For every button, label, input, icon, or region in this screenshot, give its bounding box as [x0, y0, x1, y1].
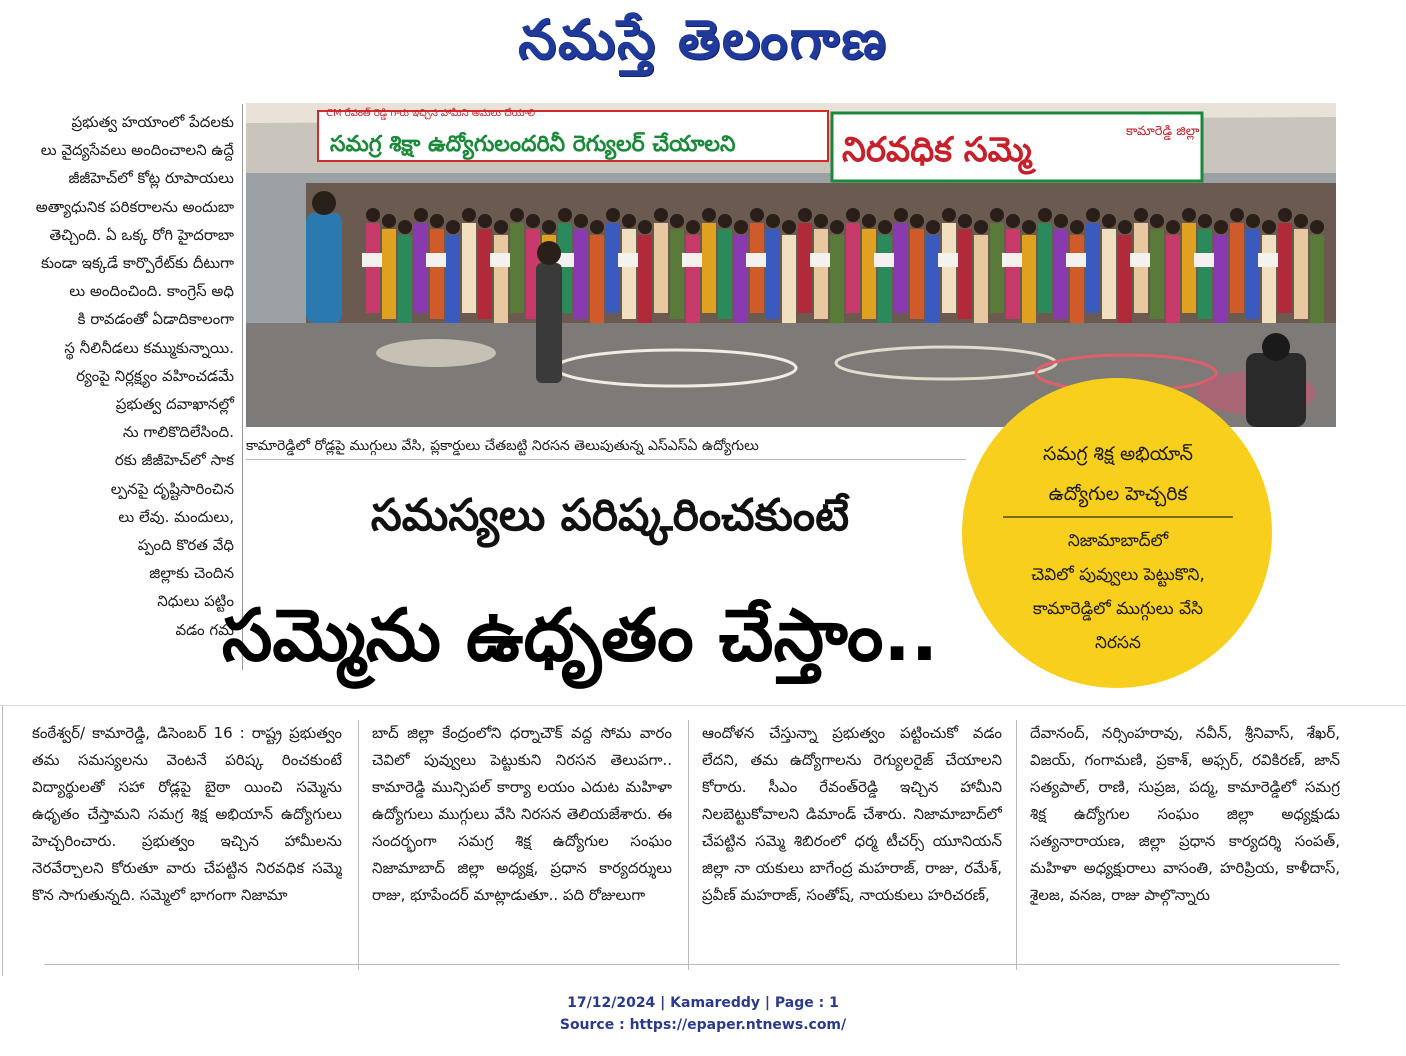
protester-figure	[606, 223, 620, 313]
protester-head	[1166, 220, 1180, 234]
protester-head	[1102, 214, 1116, 228]
adjacent-story-line: ర్యంపై నిర్లక్ష్యం వహించడమే	[76, 366, 234, 385]
adjacent-story-line: ను గాలికొదిలేసింది.	[122, 423, 234, 442]
protester-figure	[1086, 223, 1100, 313]
protester-head	[830, 220, 844, 234]
protester-head	[814, 214, 828, 228]
protester-figure	[1150, 229, 1164, 319]
protester-head	[718, 214, 732, 228]
newspaper-logo: నమస్తే తెలంగాణ	[518, 7, 888, 71]
protester-head	[542, 220, 556, 234]
protester-head	[926, 220, 940, 234]
masthead	[0, 0, 1406, 92]
left-margin-rule	[2, 706, 3, 976]
footer-source: Source : https://epaper.ntnews.com/	[559, 1017, 847, 1033]
protester-figure	[894, 223, 908, 313]
protester-head	[1262, 220, 1276, 234]
adjacent-story-line: ప్రభుత్వ హయాంలో పేదలకు	[71, 113, 234, 131]
protester-figure	[974, 235, 988, 325]
adjacent-story-line: నిధులు పట్టిం	[157, 592, 234, 611]
highlight-title-line1: సమగ్ర శిక్ష అభియాన్	[1042, 443, 1193, 465]
protester-head	[1022, 220, 1036, 234]
column-divider	[1016, 720, 1017, 970]
protester-head	[446, 220, 460, 234]
svg-text:CM రేవంత్ రెడ్డి గారు ఇచ్చిన హ: CM రేవంత్ రెడ్డి గారు ఇచ్చిన హామీని అమలు చేయాలి	[326, 108, 536, 119]
protester-head	[766, 214, 780, 228]
protester-head	[1294, 214, 1308, 228]
page-footer	[0, 992, 1406, 1036]
column-divider	[688, 720, 689, 970]
protester-figure	[478, 229, 492, 319]
protester-head	[1054, 214, 1068, 228]
protester-figure	[670, 229, 684, 319]
protester-figure	[1022, 235, 1036, 325]
highlight-body-line1: నిజామాబాద్‌లో	[1067, 531, 1169, 551]
protester-head	[958, 214, 972, 228]
protester-figure	[718, 229, 732, 319]
adjacent-story-line: జిల్లాకు చెందిన	[149, 564, 234, 583]
protester-head	[990, 208, 1004, 222]
protester-figure	[1214, 235, 1228, 325]
protester-head	[1006, 214, 1020, 228]
protester-figure	[1054, 229, 1068, 319]
protester-head	[798, 208, 812, 222]
adjacent-story-line: ల్పనపై దృష్టిసారించిన	[110, 479, 234, 498]
protester-head	[430, 214, 444, 228]
highlight-title-line2: ఉద్యోగుల హెచ్చరిక	[1048, 483, 1188, 505]
photo-caption: కామారెడ్డిలో రోడ్లపై ముగ్గులు వేసి, ప్లకార్డులు చేతబట్టి నిరసన తెలుపుతున్న ఎస్ఎస్ఏ ఉద్యోగులు	[246, 432, 966, 460]
protester-figure	[734, 235, 748, 325]
protester-head	[1246, 214, 1260, 228]
svg-text:కామారెడ్డి జిల్లా: కామారెడ్డి జిల్లా	[1126, 124, 1200, 139]
protester-figure	[782, 235, 796, 325]
protester-head	[686, 220, 700, 234]
protester-figure	[1166, 235, 1180, 325]
protester-head	[366, 208, 380, 222]
protester-figure	[702, 223, 716, 313]
section-divider	[0, 705, 1406, 706]
protester-figure	[1038, 223, 1052, 313]
protester-head	[478, 214, 492, 228]
protester-head	[1214, 220, 1228, 234]
protester-head	[510, 208, 524, 222]
protester-figure	[366, 223, 380, 313]
subheadline: సమస్యలు పరిష్కరించకుంటే	[370, 490, 850, 541]
protester-figure	[430, 229, 444, 319]
protester-head	[1134, 208, 1148, 222]
protester-figure	[750, 223, 764, 313]
protester-figure	[686, 235, 700, 325]
protester-figure	[830, 235, 844, 325]
protester-figure	[1246, 229, 1260, 319]
adjacent-story-line: ప్పంది కొరత వేధి	[137, 536, 234, 555]
protester-head	[846, 208, 860, 222]
adjacent-story-line: అత్యాధునిక పరికరాలను అందుబా	[35, 197, 234, 216]
protester-head	[1182, 208, 1196, 222]
adjacent-story-line: కుండా ఇక్కడే కార్పొరేట్‌కు దీటుగా	[40, 254, 234, 273]
adjacent-story-line: తెచ్చింది. ఏ ఒక్క రోగి హైదరాబా	[49, 225, 234, 244]
protester-head	[574, 214, 588, 228]
protester-figure	[1230, 223, 1244, 313]
svg-text:నిరవధిక సమ్మె: నిరవధిక సమ్మె	[842, 130, 1032, 170]
column-divider	[358, 720, 359, 970]
protester-head	[398, 220, 412, 234]
protester-head	[1118, 220, 1132, 234]
protester-figure	[846, 223, 860, 313]
protester-figure	[942, 223, 956, 313]
article-column-4: దేవానంద్, నర్సింహరావు, నవీన్, శ్రీనివాస్, శేఖర్, విజయ్, గంగామణి, ప్రకాశ్, అఫ్సర్, రవికిరణ్, జాన్ సత్యపాల్, రాణి, సుప్రజ, పద్మ, కామారెడ్డిలో సమగ్ర శిక్ష ఉద్యోగుల సంఘం జిల్లా అధ్యక్షుడు సత్యనారాయణ, జిల్లా ప్రధాన కార్యదర్శి సంపత్, మహిళా అధ్యక్షురాలు వాసంతి, హరిప్రియ, కాళీదాస్, శైలజ, వనజ, రాజు పాల్గొన్నారు	[1030, 724, 1340, 904]
article-column-2: బాద్ జిల్లా కేంద్రంలోని ధర్నాచౌక్ వద్ద సోమ వారం చెవిలో పువ్వులు పెట్టుకుని నిరసన తెలుపగా.. కామారెడ్డి మున్సిపల్ కార్యా లయం ఎదుట మహిళా ఉద్యోగులు ముగ్గులు వేసి నిరసన తెలియజేశారు. ఈ సందర్భంగా సమగ్ర శిక్ష ఉద్యోగుల సంఘం నిజామాబాద్ జిల్లా అధ్యక్ష, ప్రధాన కార్యదర్శులు రాజు, భూపేందర్ మాట్లాడుతూ.. పది రోజులుగా	[372, 724, 672, 904]
protester-figure	[1070, 235, 1084, 325]
protester-figure	[654, 223, 668, 313]
protester-figure	[1102, 229, 1116, 319]
protester-figure	[910, 229, 924, 319]
article-body	[30, 720, 1340, 972]
protester-figure	[398, 235, 412, 325]
protester-head	[654, 208, 668, 222]
protester-head	[750, 208, 764, 222]
protester-figure	[622, 229, 636, 319]
adjacent-story-line: జీజీహెచ్‌లో కోట్ల రూపాయలు	[68, 169, 234, 188]
protester-head	[414, 208, 428, 222]
protester-head	[894, 208, 908, 222]
protester-head	[494, 220, 508, 234]
protester-head	[1150, 214, 1164, 228]
protester-head	[1086, 208, 1100, 222]
protester-figure	[766, 229, 780, 319]
protester-figure	[1262, 235, 1276, 325]
protester-head	[1278, 208, 1292, 222]
protester-head	[862, 214, 876, 228]
footer-date-page: 17/12/2024 | Kamareddy | Page : 1	[567, 995, 839, 1011]
protester-head	[878, 220, 892, 234]
protester-figure	[1278, 223, 1292, 313]
protester-head	[1038, 208, 1052, 222]
protester-figure	[638, 235, 652, 325]
protester-figure	[446, 235, 460, 325]
protester-figure	[510, 223, 524, 313]
highlight-divider	[1003, 516, 1233, 518]
protester-figure	[1310, 235, 1324, 325]
protester-head	[670, 214, 684, 228]
protester-figure	[878, 235, 892, 325]
adjacent-story-line: కి రావడంతో ఏడాదికాలంగా	[77, 310, 234, 329]
protester-figure	[862, 229, 876, 319]
protester-head	[1230, 208, 1244, 222]
protester-head	[734, 220, 748, 234]
protester-figure	[798, 223, 812, 313]
svg-text:సమగ్ర శిక్షా ఉద్యోగులందరినీ రె: సమగ్ర శిక్షా ఉద్యోగులందరినీ రెగ్యులర్ చేయాలని	[330, 132, 736, 157]
main-headline: సమ్మెను ఉధృతం చేస్తాం..	[221, 593, 939, 677]
protester-figure	[1118, 235, 1132, 325]
protester-figure	[382, 229, 396, 319]
highlight-body-line4: నిరసన	[1095, 633, 1141, 653]
protester-head	[1198, 214, 1212, 228]
protester-head	[382, 214, 396, 228]
highlight-body-line2: చెవిలో పువ్వులు పెట్టుకొని,	[1031, 565, 1205, 585]
adjacent-story-line: లు వైద్యసేవలు అందించాలని ఉద్దే	[40, 141, 234, 160]
adjacent-story-line: ప్రభుత్వ దవాఖానల్లో	[115, 395, 234, 414]
protester-head	[1070, 220, 1084, 234]
adjacent-story-line: లు లేవు. మందులు,	[118, 507, 234, 526]
protester-head	[910, 214, 924, 228]
highlight-text	[998, 434, 1238, 660]
adjacent-story-line: రకు జీజీహెచ్‌లో సాక	[114, 451, 234, 470]
protester-head	[974, 220, 988, 234]
protester-figure	[958, 229, 972, 319]
protester-head	[622, 214, 636, 228]
adjacent-story-line: స్థ నీలినీడలు కమ్ముకున్నాయి.	[64, 338, 234, 357]
protester-figure	[1134, 223, 1148, 313]
protester-figure	[414, 223, 428, 313]
protester-figure	[990, 223, 1004, 313]
protester-head	[702, 208, 716, 222]
protester-figure	[1294, 229, 1308, 319]
protester-figure	[926, 235, 940, 325]
protester-figure	[1198, 229, 1212, 319]
bottom-divider	[44, 964, 1340, 965]
protester-figure	[1006, 229, 1020, 319]
highlight-body-line3: కామారెడ్డిలో ముగ్గులు వేసి	[1032, 599, 1204, 619]
adjacent-story-line: వడం గమ	[175, 620, 234, 639]
protester-head	[782, 220, 796, 234]
protester-figure	[462, 223, 476, 313]
protester-head	[526, 214, 540, 228]
protester-head	[462, 208, 476, 222]
adjacent-story-line: లు అందించింది. కాంగ్రెస్ అధి	[69, 282, 234, 301]
article-column-1: కంఠేశ్వర్/ కామారెడ్డి, డిసెంబర్ 16 : రాష్ట్ర ప్రభుత్వం తమ సమస్యలను వెంటనే పరిష్క రించకుంటే విద్యార్థులతో సహా రోడ్లపై బైఠా యించి సమ్మెను ఉధృతం చేస్తామని సమగ్ర శిక్ష అభియాన్ ఉద్యోగులు హెచ్చరించారు. ప్రభుత్వం ఇచ్చిన హామీలను నెరవేర్చాలని కోరుతూ వారు చేపట్టిన నిరవధిక సమ్మె కొన సాగుతున్నది. సమ్మెలో భాగంగా నిజామా	[32, 724, 342, 904]
protester-head	[606, 208, 620, 222]
protester-figure	[590, 235, 604, 325]
article-column-3: ఆందోళన చేస్తున్నా ప్రభుత్వం పట్టించుకో వడం లేదని, తమ ఉద్యోగాలను రెగ్యులరైజ్ చేయాలని కోరారు. సీఎం రేవంత్‌రెడ్డి ఇచ్చిన హామీని నిలబెట్టుకోవాలని డిమాండ్ చేశారు. నిజామాబాద్‌లో చేపట్టిన సమ్మె శిబిరంలో ధర్మ టీచర్స్ యూనియన్ జిల్లా నా యకులు బాగేంద్ర మహరాజ్, రాజు, రమేశ్, ప్రవీణ్ మహరాజ్, సంతోష్, నాయకులు హరిచరణ్,	[702, 724, 1002, 904]
protester-figure	[574, 229, 588, 319]
protester-head	[942, 208, 956, 222]
protester-head	[1310, 220, 1324, 234]
protester-head	[590, 220, 604, 234]
protester-figure	[1182, 223, 1196, 313]
protester-head	[558, 208, 572, 222]
protester-figure	[814, 229, 828, 319]
protester-figure	[494, 235, 508, 325]
highlight-box	[962, 378, 1262, 678]
protester-head	[638, 220, 652, 234]
